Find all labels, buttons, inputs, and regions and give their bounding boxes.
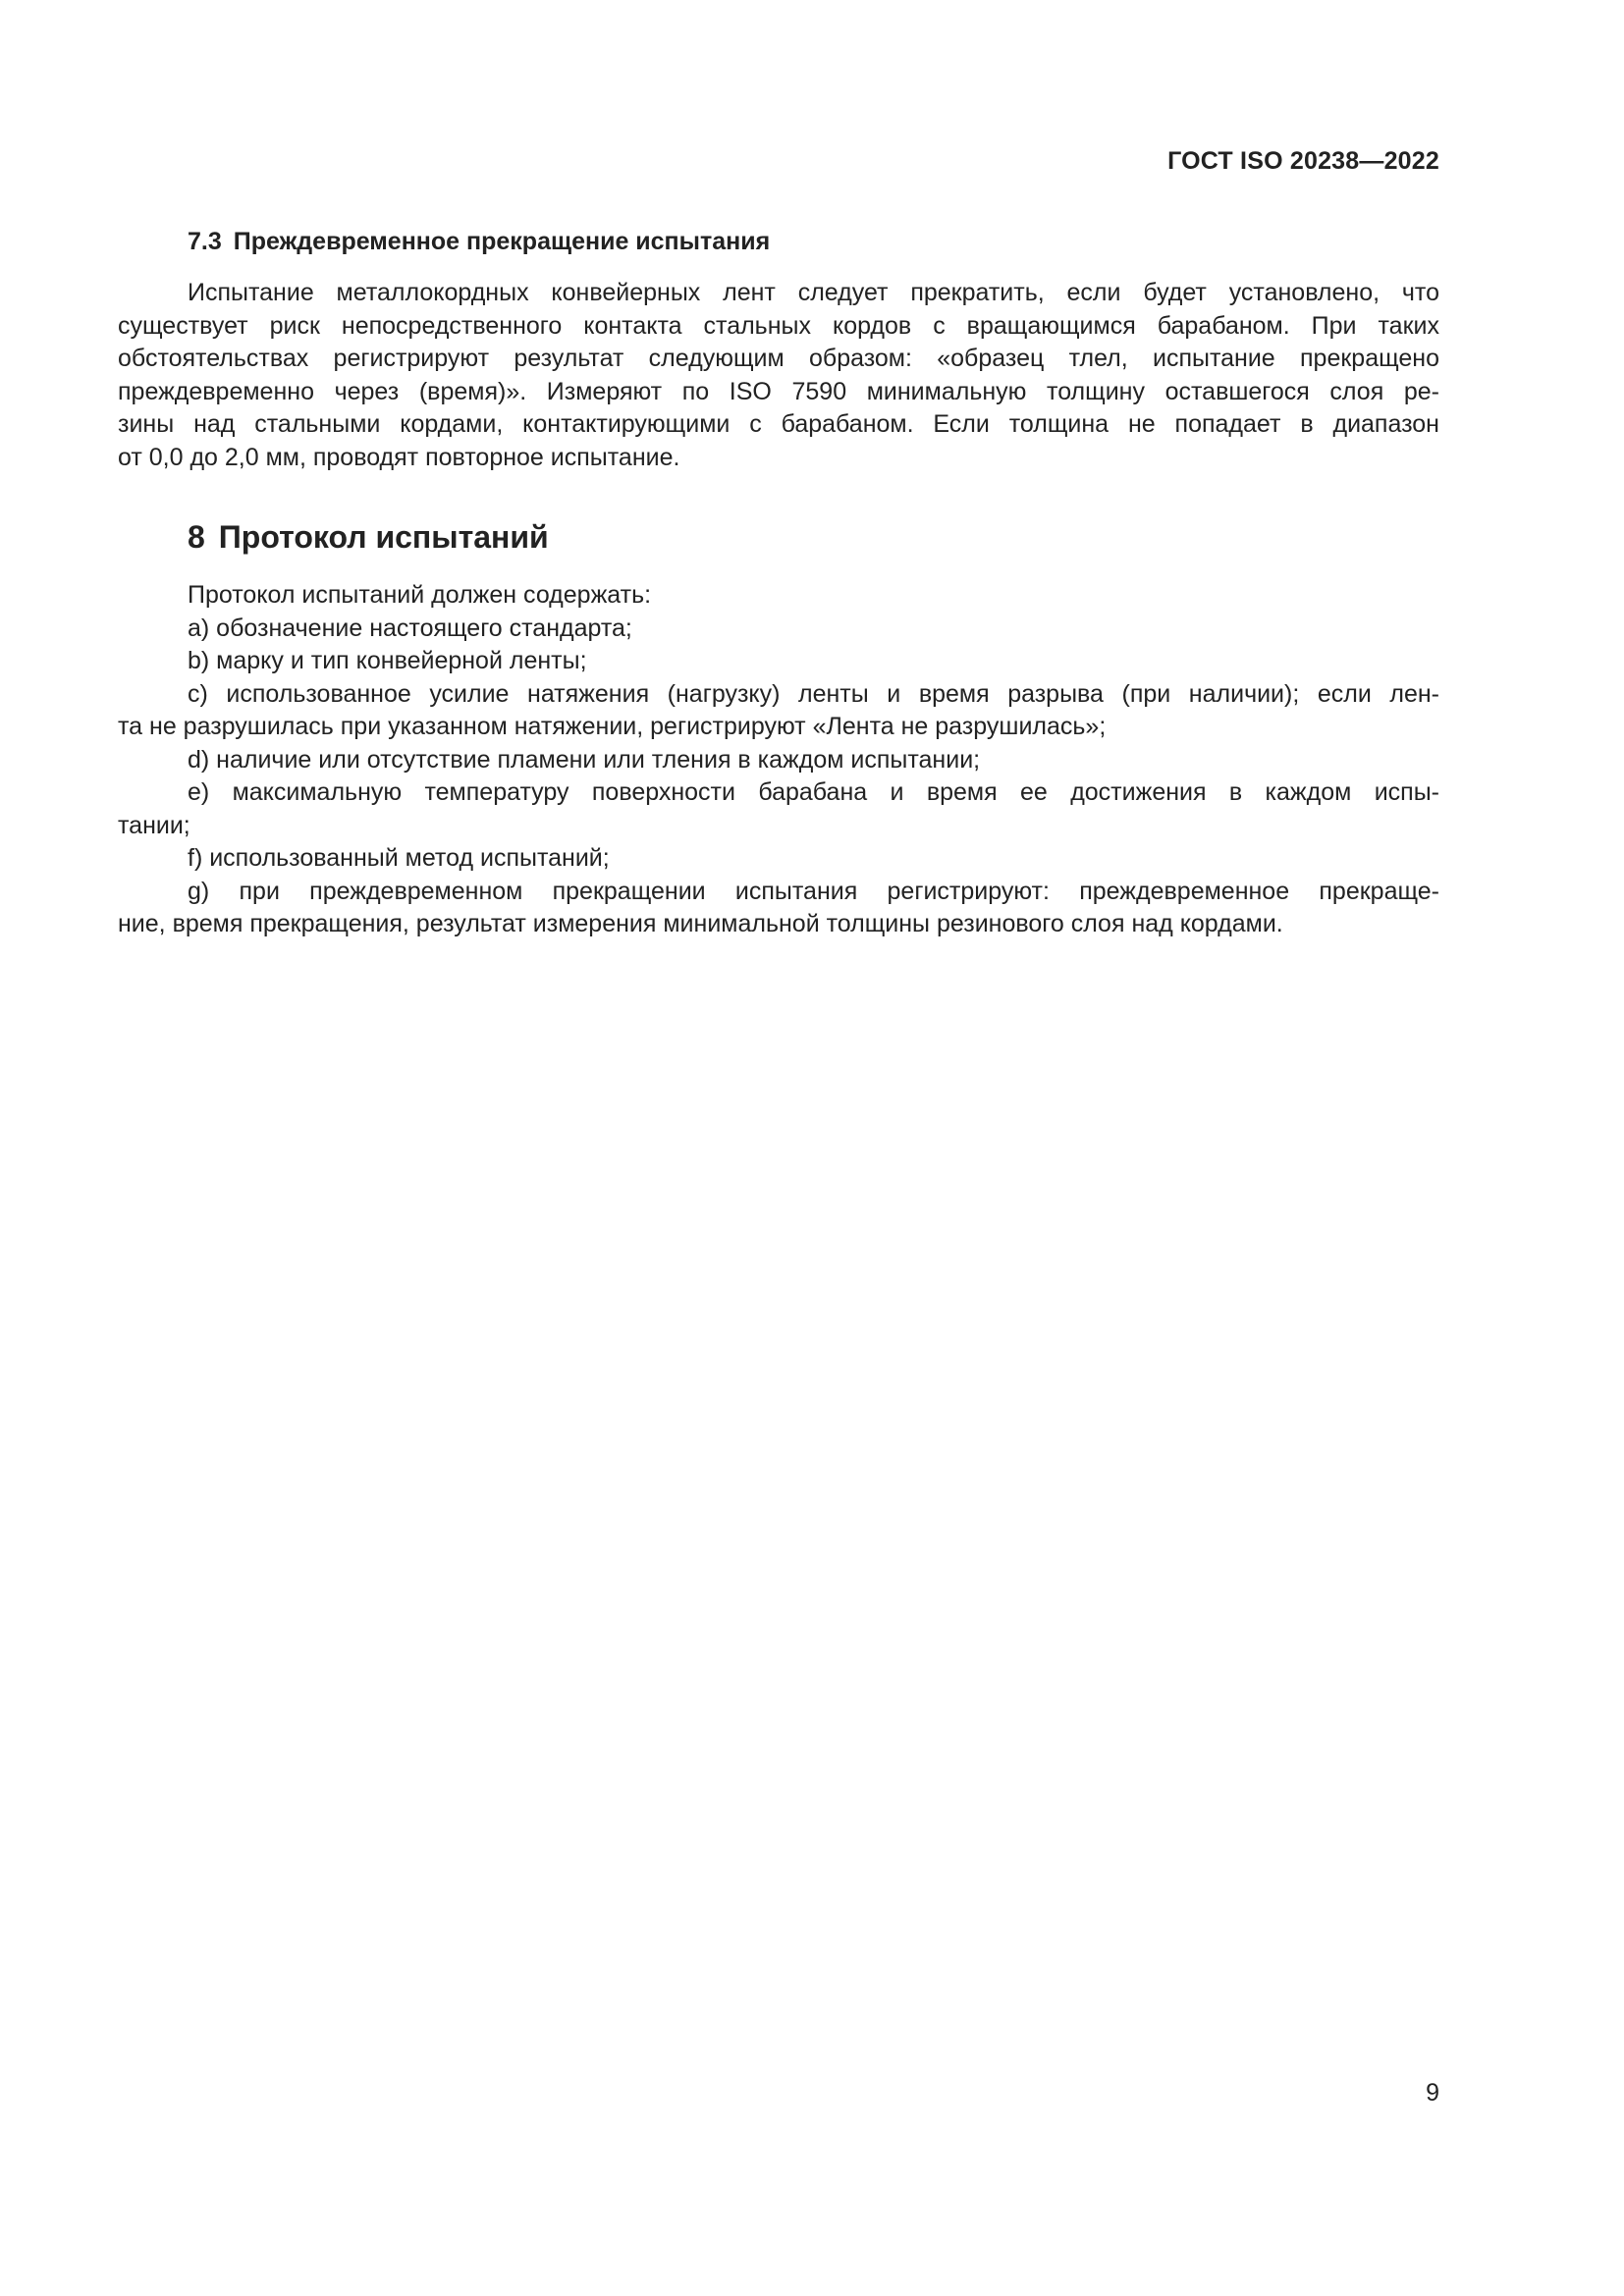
paragraph-line: от 0,0 до 2,0 мм, проводят повторное испытание. bbox=[118, 443, 680, 471]
list-item-d: d) наличие или отсутствие пламени или тления в каждом испытании; bbox=[188, 745, 981, 774]
paragraph-line: Испытание металлокордных конвейерных лент следует прекратить, если будет установлено, что bbox=[188, 279, 1439, 306]
list-item-c: c) использованное усилие натяжения (нагрузку) ленты и время разрыва (при наличии); если лен- та не разрушилась при указанном натяжении, регистрируют «Лента не разрушилась»; bbox=[118, 679, 1439, 740]
list-item-b: b) марку и тип конвейерной ленты; bbox=[188, 647, 587, 674]
page-content bbox=[118, 224, 1439, 941]
section-title bbox=[118, 517, 1439, 557]
document-code: ГОСТ ISO 20238—2022 bbox=[1167, 147, 1439, 175]
section-number: 8 bbox=[188, 519, 205, 555]
subsection-paragraph bbox=[118, 277, 1439, 474]
list-item-f: f) использованный метод испытаний; bbox=[188, 844, 610, 872]
page-number: 9 bbox=[1426, 2079, 1439, 2107]
paragraph-line: преждевременно через (время)». Измеряют по ISO 7590 минимальную толщину оставшегося слоя ре- bbox=[118, 377, 1439, 405]
protocol-intro: Протокол испытаний должен содержать: bbox=[188, 581, 652, 609]
protocol-list bbox=[118, 579, 1439, 941]
paragraph-line: обстоятельствах регистрируют результат следующим образом: «образец тлел, испытание прекращено bbox=[118, 345, 1439, 372]
subsection-title bbox=[118, 224, 1439, 259]
section-title-text: Протокол испытаний bbox=[218, 519, 549, 555]
list-item-e: e) максимальную температуру поверхности барабана и время ее достижения в каждом испы- тании; bbox=[118, 778, 1439, 839]
paragraph-line: существует риск непосредственного контакта стальных кордов с вращающимся барабаном. При таких bbox=[118, 311, 1439, 340]
paragraph-line: зины над стальными кордами, контактирующими с барабаном. Если толщина не попадает в диапазон bbox=[118, 410, 1439, 438]
subsection-title-text: Преждевременное прекращение испытания bbox=[233, 228, 771, 255]
list-item-g: g) при преждевременном прекращении испытания регистрируют: преждевременное прекраще- ние, время прекращения, результат измерения минимальной толщины резинового слоя над кордами. bbox=[118, 877, 1439, 937]
subsection-number: 7.3 bbox=[188, 228, 222, 255]
list-item-a: a) обозначение настоящего стандарта; bbox=[188, 614, 632, 642]
